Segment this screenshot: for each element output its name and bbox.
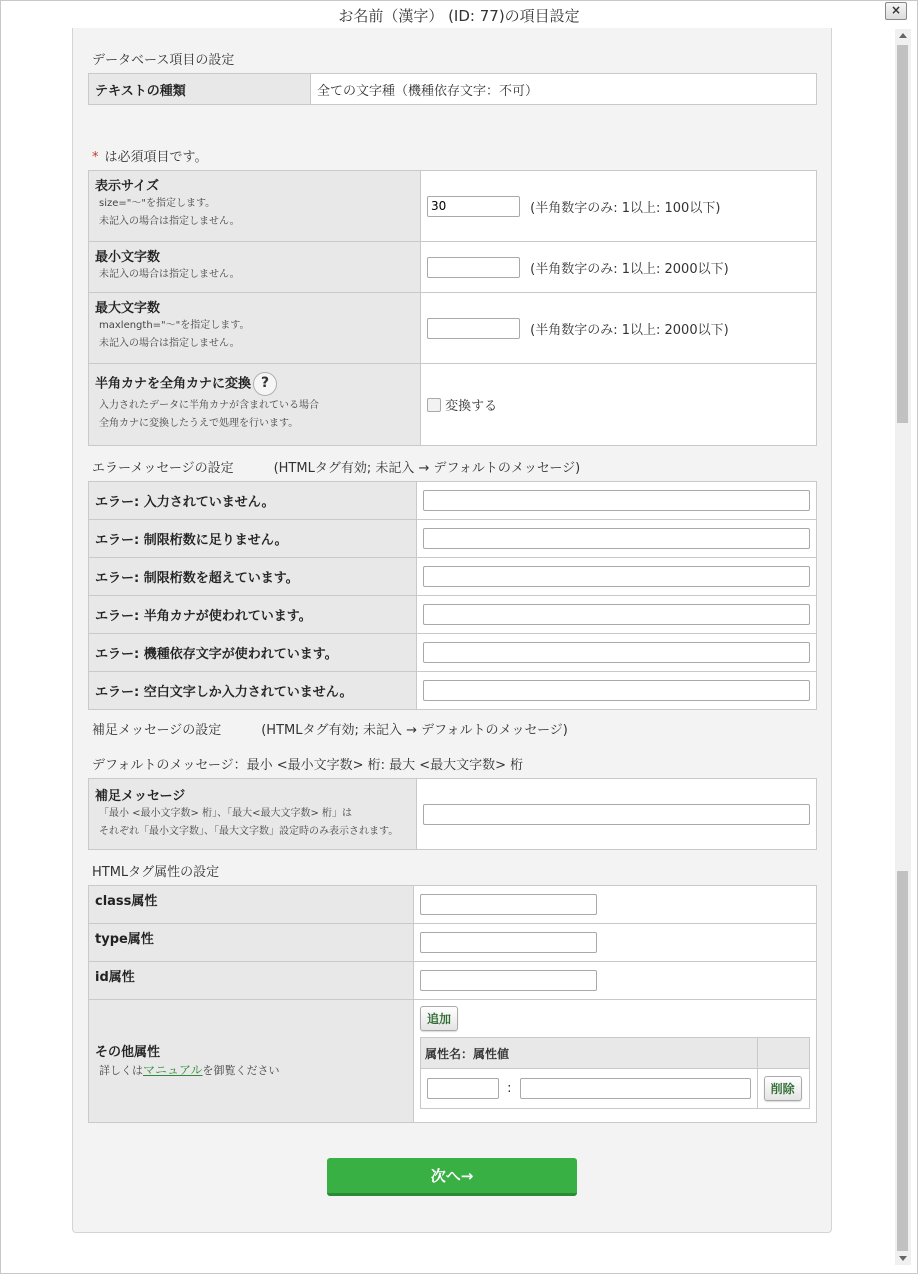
scrollbar-thumb-lower[interactable] [897,871,908,1251]
display-size-sub2: 未記入の場合は指定しません。 [99,216,240,227]
attr-name-input[interactable] [427,1078,499,1099]
kana-convert-label: 半角カナを全角カナに変換 [95,376,252,392]
kana-convert-sub1: 入力されたデータに半角カナが含まれている場合 [99,400,319,411]
error-label-halfwidth-kana: エラー: 半角カナが使われています。 [95,609,312,624]
max-length-sub2: 未記入の場合は指定しません。 [99,338,240,349]
scroll-down-icon[interactable] [899,1256,907,1261]
next-button[interactable]: 次へ→ [327,1158,577,1196]
db-section-title: データベース項目の設定 [92,53,235,68]
manual-link[interactable]: マニュアル [143,1063,203,1077]
text-type-label: テキストの種類 [95,83,186,99]
text-type-value: 全ての文字種（機種依存文字：不可） [311,74,817,105]
error-input-whitespace-only[interactable] [423,680,810,701]
display-settings-table [88,170,817,446]
id-attr-label: id属性 [95,970,135,985]
close-button[interactable]: × [885,2,907,20]
id-attr-input[interactable] [420,970,597,991]
error-section-title: エラーメッセージの設定 (HTMLタグ有効; 未記入 → デフォルトのメッセージ) [92,461,581,476]
type-attr-input[interactable] [420,932,597,953]
html-attr-section-title: HTMLタグ属性の設定 [92,865,220,880]
error-label-platform-chars: エラー: 機種依存文字が使われています。 [95,647,338,662]
delete-attr-button[interactable]: 削除 [764,1076,802,1101]
min-length-sub1: 未記入の場合は指定しません。 [99,269,240,280]
display-size-input[interactable] [427,196,520,217]
add-attr-button[interactable]: 追加 [420,1006,458,1031]
scrollbar-thumb-upper[interactable] [897,45,908,423]
required-note [92,146,207,165]
supplement-sub2: それぞれ「最小文字数」、「最大文字数」設定時のみ表示されます。 [99,826,399,837]
attr-header: 属性名：属性値 [421,1038,758,1069]
scroll-up-icon[interactable] [899,33,907,38]
db-settings-table [88,73,817,105]
supplement-table [88,778,817,850]
supplement-label: 補足メッセージ [95,789,186,804]
supplement-default-message: デフォルトのメッセージ：最小 <最小文字数> 桁: 最大 <最大文字数> 桁 [92,758,524,773]
class-attr-label: class属性 [95,894,158,909]
attr-separator: : [507,1081,512,1096]
kana-convert-sub2: 全角カナに変換したうえで処理を行います。 [99,418,299,429]
other-attr-label: その他属性 [95,1045,161,1060]
help-icon[interactable]: ? [253,372,277,396]
attr-value-input[interactable] [520,1078,751,1099]
supplement-input[interactable] [423,804,810,825]
error-label-too-long: エラー: 制限桁数を超えています。 [95,571,299,586]
min-length-hint: (半角数字のみ: 1以上: 2000以下) [530,261,729,277]
required-note-text: は必須項目です。 [104,150,208,165]
kana-convert-checkbox[interactable] [427,398,441,412]
display-size-label: 表示サイズ [95,179,159,194]
window-title: お名前（漢字） (ID: 77)の項目設定 [338,7,580,25]
required-mark: * [92,150,99,165]
other-attr-list [420,1037,810,1109]
error-label-too-short: エラー: 制限桁数に足りません。 [95,533,288,548]
error-section-note: (HTMLタグ有効; 未記入 → デフォルトのメッセージ) [273,461,581,476]
min-length-label: 最小文字数 [95,250,161,265]
supplement-sub1: 「最小 <最小文字数> 桁」、「最大<最大文字数> 桁」は [99,808,353,819]
html-attr-table: class属性 type属性 id属性 その他属性 詳しくはマニュアルを御覧ください 追加 属性名：属性値 : 削除 [88,885,817,1123]
max-length-hint: (半角数字のみ: 1以上: 2000以下) [530,322,729,338]
supplement-section-title: 補足メッセージの設定 (HTMLタグ有効; 未記入 → デフォルトのメッセージ) [92,723,568,738]
min-length-input[interactable] [427,257,520,278]
error-input-platform-chars[interactable] [423,642,810,663]
error-input-halfwidth-kana[interactable] [423,604,810,625]
error-input-too-short[interactable] [423,528,810,549]
error-messages-table [88,481,817,710]
max-length-label: 最大文字数 [95,301,161,316]
scrollbar[interactable] [895,29,911,1265]
max-length-input[interactable] [427,318,520,339]
max-length-sub1: maxlength="～"を指定します。 [99,320,250,331]
error-input-required[interactable] [423,490,810,511]
supplement-section-note: (HTMLタグ有効; 未記入 → デフォルトのメッセージ) [261,723,568,738]
type-attr-label: type属性 [95,932,154,947]
class-attr-input[interactable] [420,894,597,915]
display-size-sub1: size="～"を指定します。 [99,198,216,209]
error-input-too-long[interactable] [423,566,810,587]
kana-convert-checkbox-label[interactable]: 変換する [445,399,498,414]
display-size-hint: (半角数字のみ: 1以上: 100以下) [530,200,721,216]
error-label-whitespace-only: エラー: 空白文字しか入力されていません。 [95,685,353,700]
error-label-required: エラー: 入力されていません。 [95,495,275,510]
